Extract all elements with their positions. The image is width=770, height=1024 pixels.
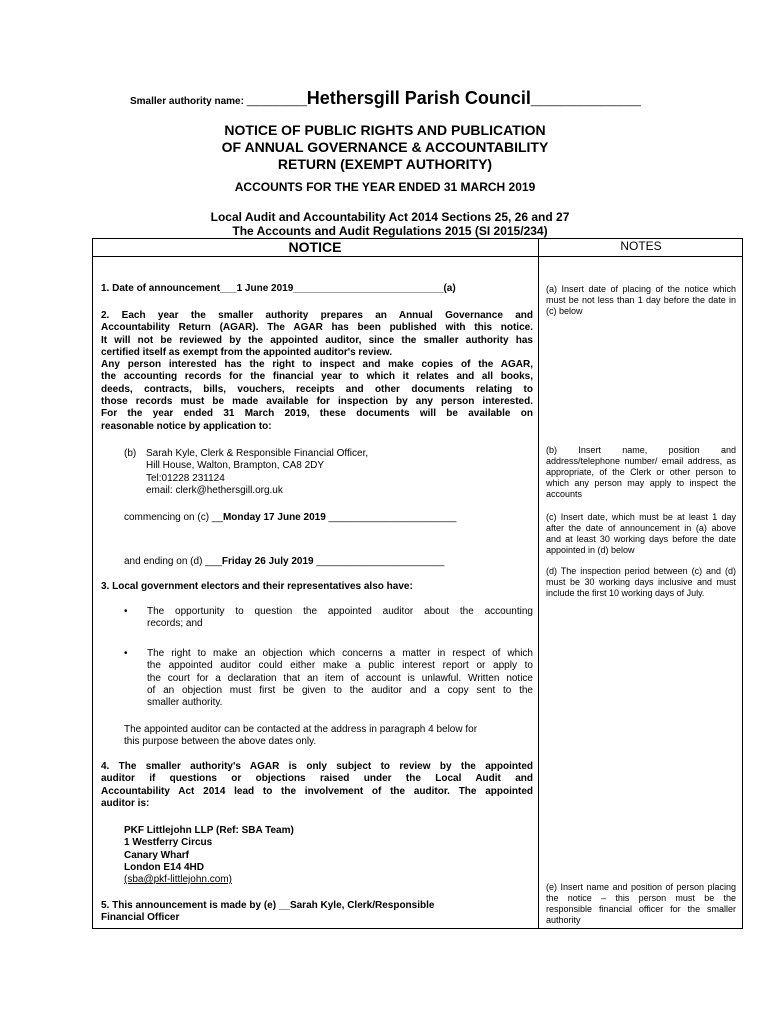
title-line-1: NOTICE OF PUBLIC RIGHTS AND PUBLICATION	[224, 122, 546, 138]
page-title	[150, 122, 620, 173]
bullet-line: smaller authority.	[147, 697, 223, 709]
p2-line: It will not be reviewed by the appointed auditor, since the smaller authority has	[101, 334, 533, 346]
address-line: PKF Littlejohn LLP (Ref: SBA Team)	[124, 825, 294, 836]
bullet-line: The right to make an objection which concerns a matter in respect of which	[147, 648, 533, 659]
bullet-marker: •	[124, 648, 128, 659]
address-line: London E14 4HD	[124, 861, 205, 873]
contact-marker: (b)	[124, 448, 137, 459]
legislation-heading	[100, 210, 680, 238]
paragraph-5	[101, 900, 533, 925]
title-line-2: OF ANNUAL GOVERNANCE & ACCOUNTABILITY	[221, 139, 549, 155]
note-a: (a) Insert date of placing of the notice which must be not less than 1 day before the date in (c) below	[546, 284, 736, 316]
paragraph-2	[101, 310, 533, 433]
note-c: (c) Insert date, which must be at least 1 day after the date of announcement in (a) above and at least 30 working days before the date appointed in (d) below	[546, 512, 736, 555]
legislation-line-2: The Accounts and Audit Regulations 2015 (SI 2015/234)	[232, 224, 548, 238]
contact-line: Hill House, Walton, Brampton, CA8 2DY	[146, 460, 325, 472]
contact-line: Tel:01228 231124	[146, 472, 225, 484]
authority-name-line	[130, 88, 690, 109]
p5-line: Financial Officer	[101, 912, 180, 924]
bullet-line: of an objection must first be given to the auditor and a copy sent to the	[147, 684, 533, 696]
bullet-line: the appointed auditor could either make a public interest report or apply to	[147, 660, 533, 672]
bullet-objection	[147, 648, 533, 709]
commencing-date: Monday 17 June 2019	[222, 512, 326, 523]
p2-line: those records must be made available for inspection by any person interested.	[101, 396, 533, 408]
p2-line: For the year ended 31 March 2019, these documents will be available on	[101, 408, 533, 420]
auditor-contact-line: this purpose between the above dates only.	[124, 736, 317, 748]
contact-line: Sarah Kyle, Clerk & Responsible Financial Officer,	[146, 448, 369, 459]
bullet-line: The opportunity to question the appointed auditor about the accounting	[147, 606, 533, 617]
auditor-email-link[interactable]: (sba@pkf-littlejohn.com)	[124, 874, 232, 886]
auditor-contact-note	[124, 724, 533, 749]
authority-name: ______Hethersgill Parish Council___________	[246, 88, 641, 108]
legislation-line-1: Local Audit and Accountability Act 2014 Sections 25, 26 and 27	[210, 210, 570, 224]
accounts-heading: ACCOUNTS FOR THE YEAR ENDED 31 MARCH 2019	[234, 180, 536, 194]
paragraph-3: 3. Local government electors and their representatives also have:	[101, 581, 413, 592]
authority-name-label: Smaller authority name:	[130, 96, 247, 107]
note-e: (e) Insert name and position of person placing the notice – this person must be the responsible financial officer for the smaller authority	[546, 882, 736, 925]
ending-date: Friday 26 July 2019	[221, 556, 314, 567]
bullet-marker: •	[124, 606, 128, 617]
ending-tail: _______________________	[313, 556, 445, 567]
title-line-3: RETURN (EXEMPT AUTHORITY)	[277, 156, 493, 172]
header-divider	[92, 256, 743, 257]
p2-line: 2. Each year the smaller authority prepares an Annual Governance and	[101, 310, 533, 321]
bullet-line: the court for a declaration that an item of account is unlawful. Written notice	[147, 672, 533, 684]
p4-line: Accountability Act 2014 lead to the involvement of the auditor. The appointed	[101, 785, 533, 797]
ending-label: and ending on (d) ___	[124, 556, 222, 567]
paragraph-1-date: 1. Date of announcement___1 June 2019___________________________(a)	[101, 283, 456, 294]
bullet-line: records; and	[147, 618, 203, 630]
p2-line: Accountability Return (AGAR). The AGAR has been published with this notice.	[101, 322, 533, 334]
p4-line: 4. The smaller authority's AGAR is only subject to review by the appointed	[101, 761, 533, 772]
p5-line: 5. This announcement is made by (e) __Sarah Kyle, Clerk/Responsible	[101, 900, 435, 911]
contact-details	[146, 448, 526, 497]
p2-line: deeds, contracts, bills, vouchers, receipts and other documents relating to	[101, 383, 533, 395]
paragraph-4	[101, 761, 533, 810]
address-line: 1 Westferry Circus	[124, 837, 213, 849]
p2-line: certified itself as exempt from the appointed auditor's review.	[101, 346, 392, 358]
address-line: Canary Wharf	[124, 849, 190, 861]
bullet-question-auditor	[147, 606, 533, 631]
p2-line: the accounting records for the financial year to which it relates and all books,	[101, 371, 533, 383]
notes-column-header: NOTES	[620, 239, 662, 253]
p2-line: reasonable notice by application to:	[101, 420, 272, 432]
p2-line: Any person interested has the right to inspect and make copies of the AGAR,	[101, 359, 533, 371]
commencing-tail: _______________________	[325, 512, 457, 523]
note-b: (b) Insert name, position and address/telephone number/ email address, as appropriate, of the Clerk or other person to which any person may apply to inspect the accounts	[546, 445, 736, 499]
auditor-contact-line: The appointed auditor can be contacted at the address in paragraph 4 below for	[124, 724, 478, 735]
commencing-label: commencing on (c) __	[124, 512, 223, 523]
auditor-address	[124, 825, 524, 886]
p4-line: auditor if questions or objections raised under the Local Audit and	[101, 773, 533, 785]
notice-column-header: NOTICE	[288, 239, 342, 255]
p4-line: auditor is:	[101, 797, 150, 809]
column-divider	[538, 238, 539, 929]
commencing-line	[124, 512, 456, 524]
ending-line	[124, 556, 444, 568]
contact-email: email: clerk@hethersgill.org.uk	[146, 484, 283, 496]
note-d: (d) The inspection period between (c) and (d) must be 30 working days inclusive and must include the first 10 working days of July.	[546, 566, 736, 598]
